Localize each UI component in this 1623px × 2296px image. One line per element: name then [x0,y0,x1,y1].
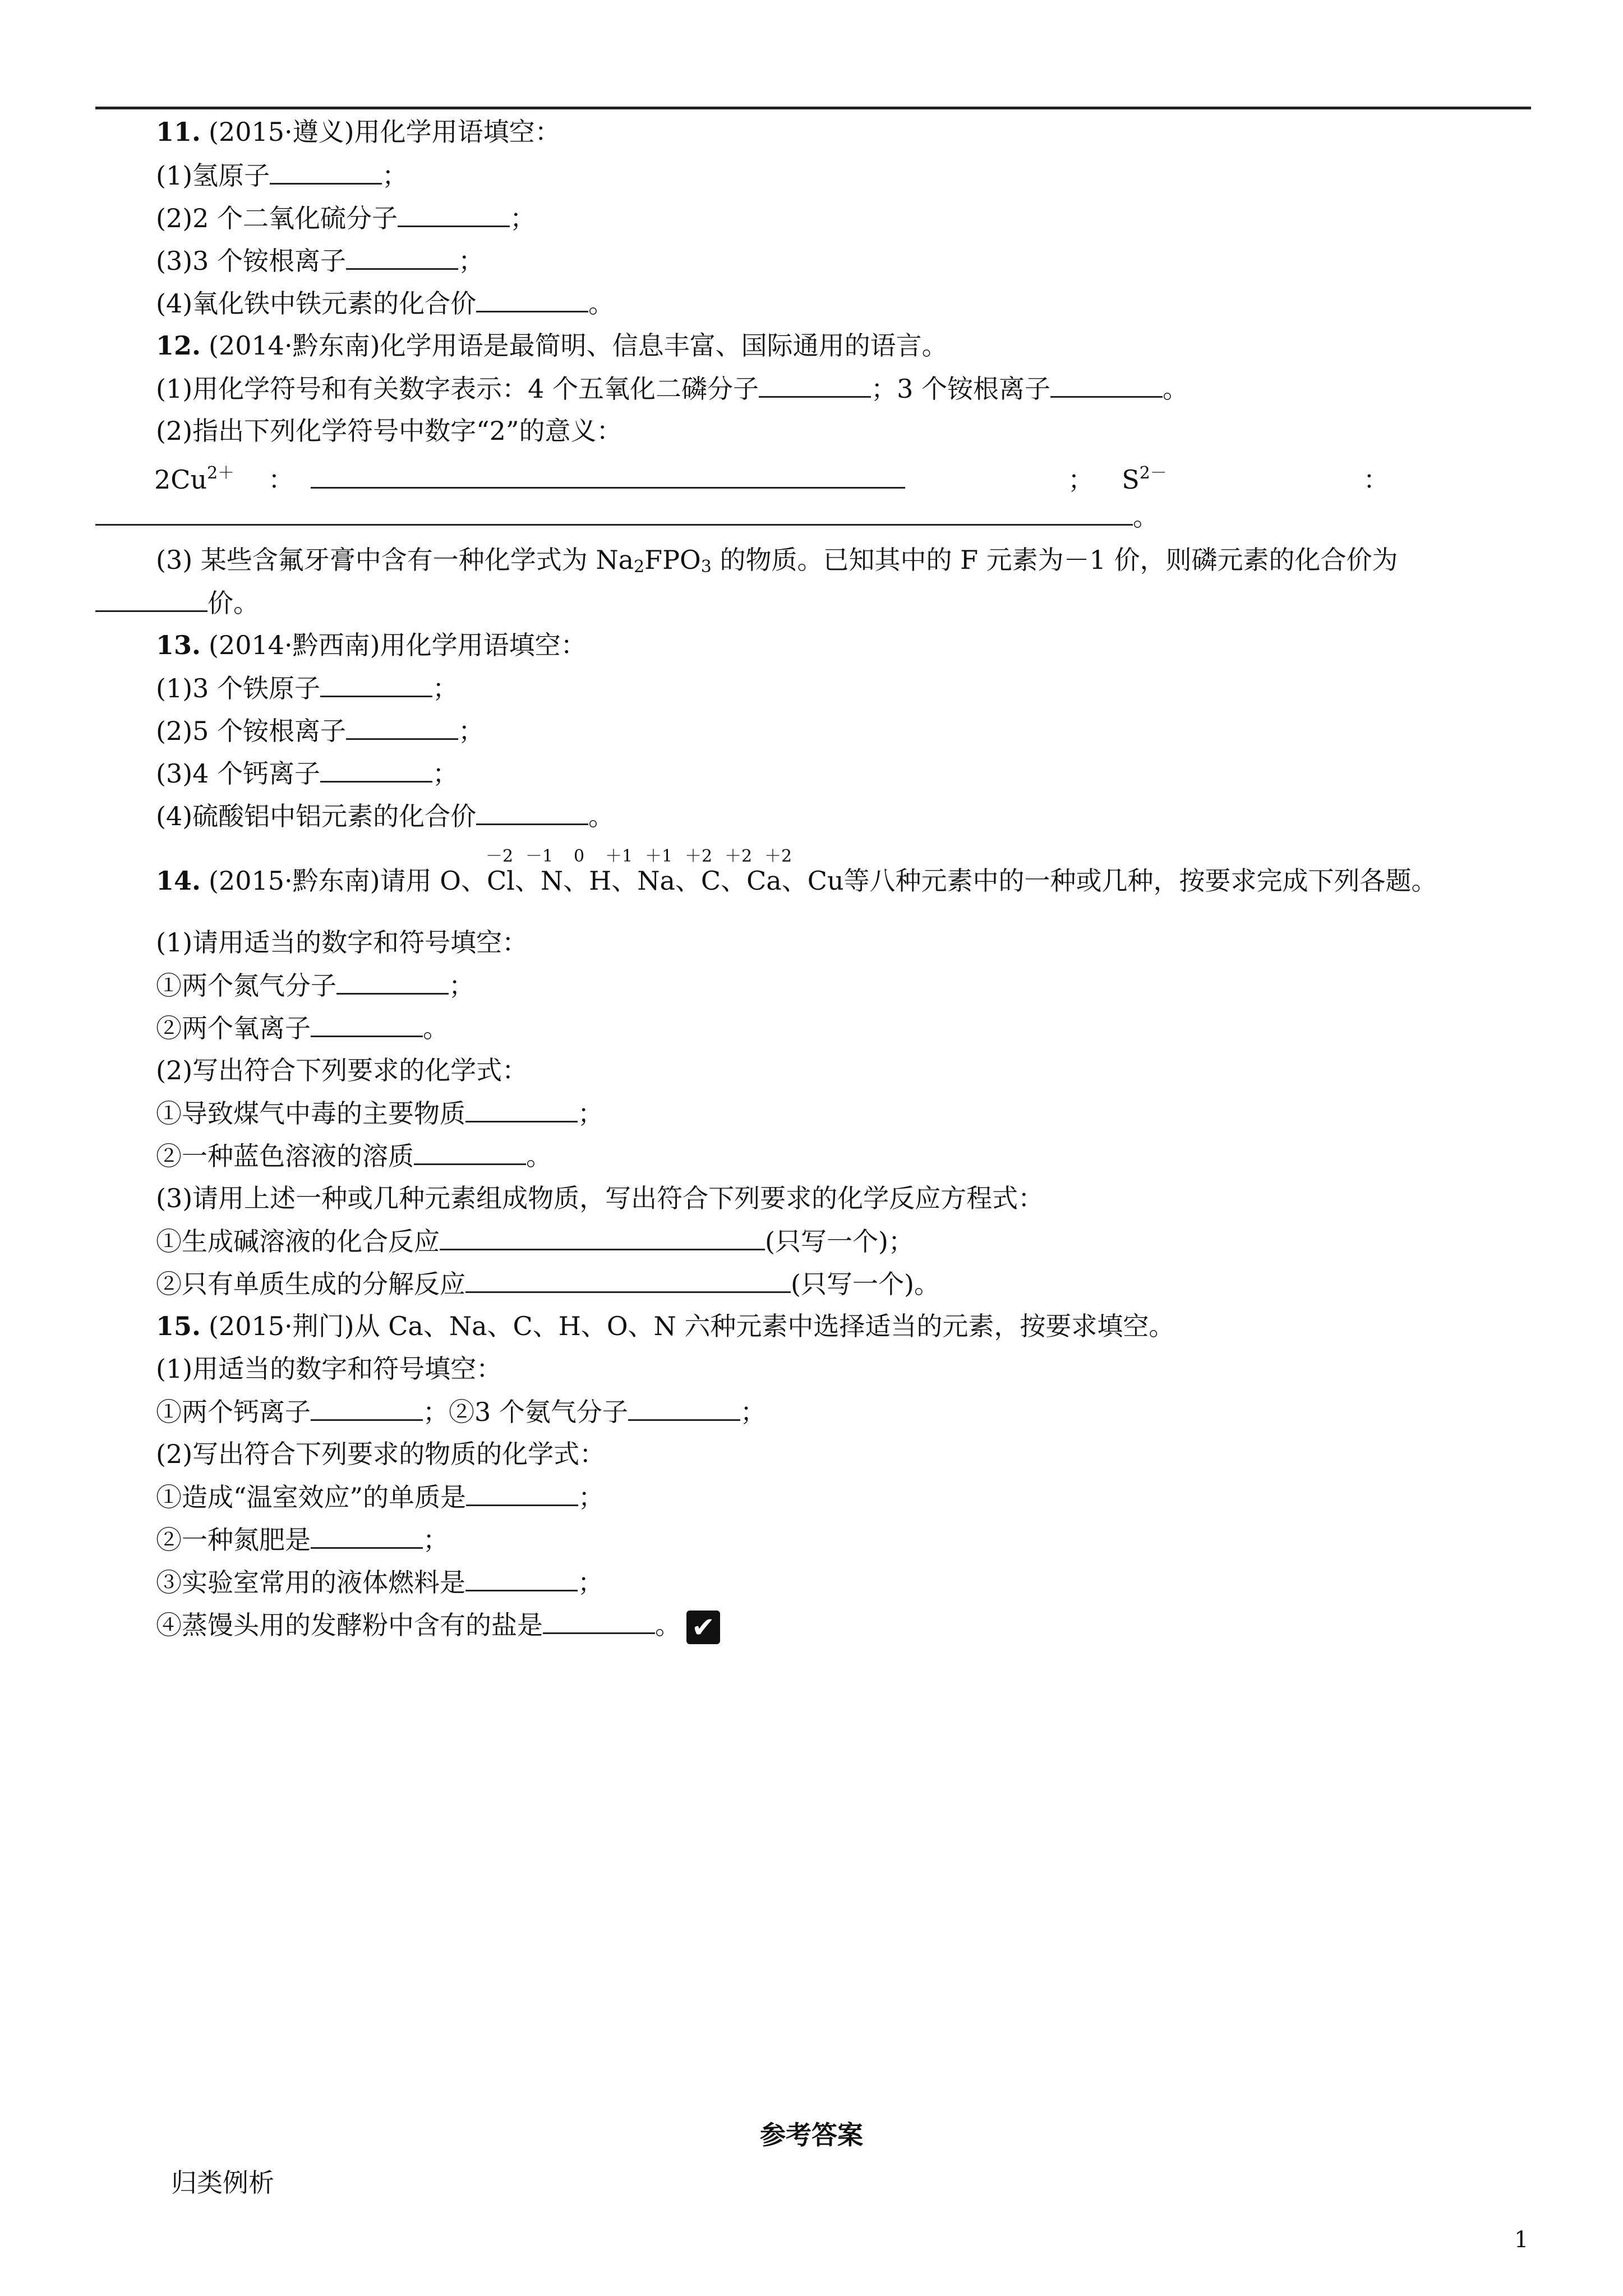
answer-blank[interactable] [346,243,458,270]
q14-part-2-item-2: ②一种蓝色溶液的溶质 。 [156,1139,552,1173]
valence-label: ＋1 [605,846,633,866]
answer-blank[interactable] [95,586,208,612]
answer-blank[interactable] [465,1096,578,1122]
q11-number: 11. [156,117,201,147]
q12-head [156,329,948,362]
valence-label: ＋1 [644,846,673,866]
answer-blank[interactable] [759,371,871,398]
q15-part-1-items: ①两个钙离子 ；②3 个氨气分子 ； [156,1395,766,1429]
valence-label: ＋2 [764,846,792,866]
q14-number: 14. [156,866,201,896]
answer-blank[interactable] [466,1480,578,1506]
q13-number: 13. [156,630,201,660]
q13-head [156,628,587,662]
q14-part-1-item-1: ①两个氮气分子 ； [156,968,474,1002]
q11-title: (2015·遵义)用化学用语填空： [209,117,561,147]
valence-row [479,847,798,866]
answer-blank[interactable] [311,1011,423,1037]
q14-part-2-item-1: ①导致煤气中毒的主要物质 ； [156,1096,603,1130]
q11-item-3: (3)3 个铵根离子 ； [156,243,484,278]
q15-part-1: (1)用适当的数字和符号填空： [156,1354,502,1384]
answer-blank[interactable] [320,756,432,783]
q12-title: (2014·黔东南)化学用语是最简明、信息丰富、国际通用的语言。 [209,330,948,361]
q14-part-2: (2)写出符合下列要求的化学式： [156,1055,528,1085]
q15-part-2-item-2: ②一种氮肥是 ； [156,1522,449,1557]
q15-title: (2015·荆门)从 Ca、Na、C、H、O、N 六种元素中选择适当的元素，按要求填空。 [209,1311,1175,1341]
q15-part-2-item-3: ③实验室常用的液体燃料是 ； [156,1565,603,1599]
answer-section-title: 参考答案 [760,2120,863,2150]
checkmark-icon: ✔ [686,1611,720,1644]
q13-title: (2014·黔西南)用化学用语填空： [209,630,587,660]
q15-part-2-item-1: ①造成“温室效应”的单质是 ； [156,1480,604,1514]
s-ion-symbol: S [1122,464,1140,495]
valence-label: 0 [573,846,585,866]
q15-part-2-item-4: ④蒸馒头用的发酵粉中含有的盐是 。 ✔ [156,1608,720,1644]
s-charge: 2－ [1139,463,1167,483]
q11-head [156,115,561,149]
q12-s-line: 。 [95,499,1159,533]
answer-blank[interactable] [311,1395,423,1421]
q12-cu-line: $2Cu^{2+}$ ： ； $S^{2-}$ ： [154,463,1389,495]
q11-item-1: (1)氢原子 ； [156,158,408,192]
answer-blank[interactable] [465,1267,791,1293]
answer-blank[interactable] [465,1565,578,1591]
answer-blank[interactable] [270,158,382,185]
answer-blank[interactable] [543,1608,655,1634]
answer-blank[interactable] [414,1139,526,1165]
answer-blank[interactable] [346,714,458,740]
q12-part-1: (1)用化学符号和有关数字表示：4 个五氧化二磷分子 ；3 个铵根离子 。 [156,371,1188,406]
q12-part-3-cont: 价。 [95,586,259,620]
answer-blank[interactable] [476,799,588,825]
q14-part-3: (3)请用上述一种或几种元素组成物质，写出符合下列要求的化学反应方程式： [156,1183,1044,1213]
answer-blank[interactable] [311,1522,423,1549]
q14-head [156,864,1437,898]
cu-charge: 2＋ [207,463,235,483]
q13-item-2: (2)5 个铵根离子 ； [156,714,484,748]
header-rule [95,107,1531,109]
valence-label: －1 [525,846,554,866]
answer-blank[interactable] [1050,371,1163,398]
answer-blank[interactable] [398,201,510,227]
q11-item-2: (2)2 个二氧化硫分子 ； [156,201,536,235]
answer-subsection-title: 归类例析 [171,2168,274,2198]
answer-blank[interactable] [476,286,588,312]
q14-part-1-item-2: ②两个氧离子 。 [156,1011,449,1045]
answer-blank[interactable] [628,1395,740,1421]
answer-blank[interactable] [440,1224,765,1250]
cu-ion-symbol: 2Cu [154,464,208,495]
q15-head [156,1309,1174,1343]
answer-blank[interactable] [320,671,432,697]
q13-item-3: (3)4 个钙离子 ； [156,756,458,790]
q14-title: (2015·黔东南)请用 O、Cl、N、H、Na、C、Ca、Cu等八种元素中的一种或几种，按要求完成下列各题。 [209,866,1437,896]
page-number: 1 [1514,2227,1529,2253]
valence-label: ＋2 [684,846,713,866]
q14-part-3-item-1: ①生成碱溶液的化合反应 (只写一个)； [156,1224,914,1258]
valence-label: ＋2 [724,846,753,866]
q12-part-2: (2)指出下列化学符号中数字“2”的意义： [156,416,623,446]
valence-label: －2 [485,846,514,866]
answer-blank[interactable] [336,968,449,995]
q12-part-3: (3) 某些含氟牙膏中含有一种化学式为 $Na_2FPO_3$ 的物质。已知其中的 F 元素为－1 价，则磷元素的化合价为 [156,545,1398,577]
q12-number: 12. [156,330,201,361]
q13-item-1: (1)3 个铁原子 ； [156,671,458,705]
q14-part-1: (1)请用适当的数字和符号填空： [156,927,528,958]
q11-item-4: (4)氧化铁中铁元素的化合价 。 [156,286,614,320]
q13-item-4: (4)硫酸铝中铝元素的化合价 。 [156,799,614,833]
q15-part-2: (2)写出符合下列要求的物质的化学式： [156,1439,606,1469]
q15-number: 15. [156,1311,201,1341]
q14-part-3-item-2: ②只有单质生成的分解反应 (只写一个)。 [156,1267,940,1301]
answer-blank[interactable] [95,499,1133,526]
answer-blank[interactable] [311,462,905,489]
